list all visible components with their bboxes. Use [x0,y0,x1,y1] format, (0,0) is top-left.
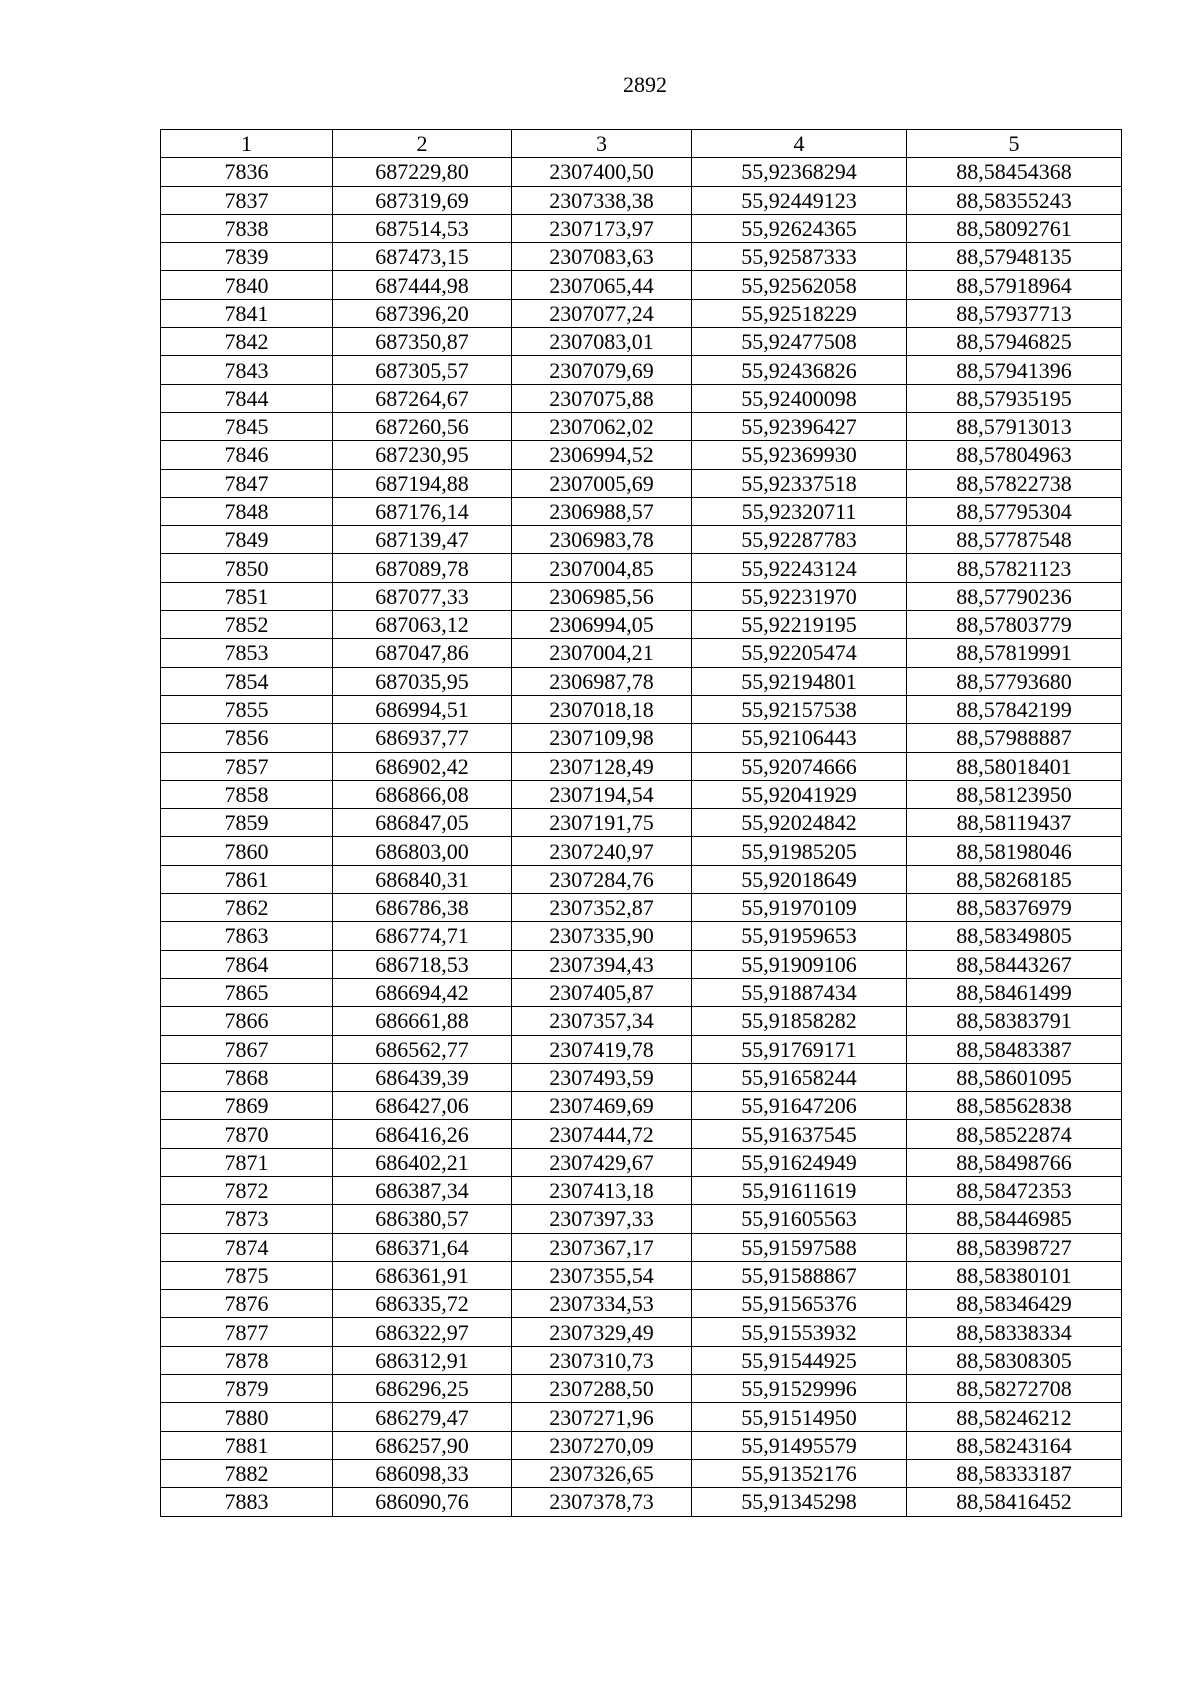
longitude-cell: 88,58483387 [907,1035,1122,1063]
table-row [161,752,1122,780]
point-number-cell: 7839 [161,243,333,271]
longitude-cell: 88,58268185 [907,865,1122,893]
latitude-cell: 55,92368294 [692,158,907,186]
table-row [161,950,1122,978]
table-row [161,271,1122,299]
x-coordinate-cell: 686257,90 [333,1431,512,1459]
x-coordinate-cell: 686774,71 [333,922,512,950]
latitude-cell: 55,92024842 [692,809,907,837]
point-number-cell: 7866 [161,1007,333,1035]
longitude-cell: 88,58376979 [907,894,1122,922]
y-coordinate-cell: 2307240,97 [512,837,692,865]
x-coordinate-cell: 686694,42 [333,978,512,1006]
table-row [161,1063,1122,1091]
x-coordinate-cell: 686937,77 [333,724,512,752]
point-number-cell: 7874 [161,1233,333,1261]
y-coordinate-cell: 2307077,24 [512,299,692,327]
point-number-cell: 7872 [161,1176,333,1204]
table-row [161,894,1122,922]
point-number-cell: 7842 [161,328,333,356]
column-header-2: 2 [333,130,512,158]
point-number-cell: 7880 [161,1403,333,1431]
x-coordinate-cell: 687229,80 [333,158,512,186]
point-number-cell: 7859 [161,809,333,837]
longitude-cell: 88,58246212 [907,1403,1122,1431]
table-row [161,384,1122,412]
table-row [161,1205,1122,1233]
latitude-cell: 55,92337518 [692,469,907,497]
x-coordinate-cell: 687350,87 [333,328,512,356]
table-row [161,695,1122,723]
x-coordinate-cell: 687514,53 [333,214,512,242]
x-coordinate-cell: 687035,95 [333,667,512,695]
point-number-cell: 7836 [161,158,333,186]
point-number-cell: 7851 [161,582,333,610]
x-coordinate-cell: 687089,78 [333,554,512,582]
point-number-cell: 7854 [161,667,333,695]
y-coordinate-cell: 2307329,49 [512,1318,692,1346]
table-row [161,299,1122,327]
point-number-cell: 7848 [161,497,333,525]
latitude-cell: 55,91658244 [692,1063,907,1091]
longitude-cell: 88,58454368 [907,158,1122,186]
x-coordinate-cell: 686661,88 [333,1007,512,1035]
latitude-cell: 55,91495579 [692,1431,907,1459]
point-number-cell: 7879 [161,1375,333,1403]
latitude-cell: 55,92400098 [692,384,907,412]
y-coordinate-cell: 2307355,54 [512,1261,692,1289]
latitude-cell: 55,91647206 [692,1092,907,1120]
latitude-cell: 55,92562058 [692,271,907,299]
column-header-1: 1 [161,130,333,158]
y-coordinate-cell: 2306994,52 [512,441,692,469]
table-row [161,865,1122,893]
point-number-cell: 7849 [161,526,333,554]
y-coordinate-cell: 2306994,05 [512,611,692,639]
x-coordinate-cell: 686296,25 [333,1375,512,1403]
x-coordinate-cell: 686371,64 [333,1233,512,1261]
x-coordinate-cell: 687139,47 [333,526,512,554]
table-row [161,1318,1122,1346]
longitude-cell: 88,58562838 [907,1092,1122,1120]
y-coordinate-cell: 2307326,65 [512,1459,692,1487]
latitude-cell: 55,91959653 [692,922,907,950]
point-number-cell: 7881 [161,1431,333,1459]
table-row [161,328,1122,356]
table-row [161,469,1122,497]
x-coordinate-cell: 687194,88 [333,469,512,497]
y-coordinate-cell: 2307271,96 [512,1403,692,1431]
x-coordinate-cell: 687063,12 [333,611,512,639]
table-row [161,1403,1122,1431]
longitude-cell: 88,57935195 [907,384,1122,412]
latitude-cell: 55,91565376 [692,1290,907,1318]
latitude-cell: 55,92436826 [692,356,907,384]
table-row [161,214,1122,242]
table-row [161,441,1122,469]
y-coordinate-cell: 2307444,72 [512,1120,692,1148]
x-coordinate-cell: 686380,57 [333,1205,512,1233]
point-number-cell: 7882 [161,1459,333,1487]
x-coordinate-cell: 687264,67 [333,384,512,412]
longitude-cell: 88,58338334 [907,1318,1122,1346]
y-coordinate-cell: 2307335,90 [512,922,692,950]
table-row [161,978,1122,1006]
point-number-cell: 7870 [161,1120,333,1148]
y-coordinate-cell: 2307413,18 [512,1176,692,1204]
point-number-cell: 7845 [161,412,333,440]
longitude-cell: 88,58461499 [907,978,1122,1006]
longitude-cell: 88,57790236 [907,582,1122,610]
table-row [161,158,1122,186]
y-coordinate-cell: 2307288,50 [512,1375,692,1403]
table-row [161,1431,1122,1459]
y-coordinate-cell: 2307400,50 [512,158,692,186]
x-coordinate-cell: 687319,69 [333,186,512,214]
latitude-cell: 55,92449123 [692,186,907,214]
longitude-cell: 88,57793680 [907,667,1122,695]
x-coordinate-cell: 686803,00 [333,837,512,865]
table-row [161,667,1122,695]
table-row [161,1375,1122,1403]
latitude-cell: 55,92587333 [692,243,907,271]
x-coordinate-cell: 686902,42 [333,752,512,780]
table-row [161,837,1122,865]
point-number-cell: 7846 [161,441,333,469]
x-coordinate-cell: 686427,06 [333,1092,512,1120]
y-coordinate-cell: 2307065,44 [512,271,692,299]
y-coordinate-cell: 2306983,78 [512,526,692,554]
x-coordinate-cell: 686279,47 [333,1403,512,1431]
longitude-cell: 88,57842199 [907,695,1122,723]
latitude-cell: 55,92477508 [692,328,907,356]
point-number-cell: 7871 [161,1148,333,1176]
longitude-cell: 88,57804963 [907,441,1122,469]
longitude-cell: 88,58446985 [907,1205,1122,1233]
longitude-cell: 88,57822738 [907,469,1122,497]
table-header [161,130,1122,158]
point-number-cell: 7856 [161,724,333,752]
column-header-3: 3 [512,130,692,158]
latitude-cell: 55,91769171 [692,1035,907,1063]
longitude-cell: 88,57948135 [907,243,1122,271]
x-coordinate-cell: 686840,31 [333,865,512,893]
y-coordinate-cell: 2307191,75 [512,809,692,837]
y-coordinate-cell: 2307357,34 [512,1007,692,1035]
longitude-cell: 88,58018401 [907,752,1122,780]
x-coordinate-cell: 686361,91 [333,1261,512,1289]
point-number-cell: 7876 [161,1290,333,1318]
latitude-cell: 55,92219195 [692,611,907,639]
latitude-cell: 55,92624365 [692,214,907,242]
y-coordinate-cell: 2307378,73 [512,1488,692,1516]
longitude-cell: 88,57918964 [907,271,1122,299]
point-number-cell: 7863 [161,922,333,950]
point-number-cell: 7865 [161,978,333,1006]
y-coordinate-cell: 2307394,43 [512,950,692,978]
latitude-cell: 55,92396427 [692,412,907,440]
point-number-cell: 7841 [161,299,333,327]
longitude-cell: 88,57937713 [907,299,1122,327]
latitude-cell: 55,91544925 [692,1346,907,1374]
y-coordinate-cell: 2307310,73 [512,1346,692,1374]
point-number-cell: 7867 [161,1035,333,1063]
latitude-cell: 55,91553932 [692,1318,907,1346]
latitude-cell: 55,91352176 [692,1459,907,1487]
y-coordinate-cell: 2307018,18 [512,695,692,723]
x-coordinate-cell: 687396,20 [333,299,512,327]
x-coordinate-cell: 687305,57 [333,356,512,384]
latitude-cell: 55,92518229 [692,299,907,327]
table-body [161,158,1122,1516]
y-coordinate-cell: 2306988,57 [512,497,692,525]
table-row [161,356,1122,384]
latitude-cell: 55,92369930 [692,441,907,469]
point-number-cell: 7857 [161,752,333,780]
latitude-cell: 55,92287783 [692,526,907,554]
table-row [161,724,1122,752]
y-coordinate-cell: 2307334,53 [512,1290,692,1318]
table-row [161,1148,1122,1176]
longitude-cell: 88,57946825 [907,328,1122,356]
latitude-cell: 55,91611619 [692,1176,907,1204]
table-row [161,1233,1122,1261]
latitude-cell: 55,92074666 [692,752,907,780]
table-row [161,526,1122,554]
table-row [161,1290,1122,1318]
x-coordinate-cell: 686335,72 [333,1290,512,1318]
longitude-cell: 88,58472353 [907,1176,1122,1204]
longitude-cell: 88,58308305 [907,1346,1122,1374]
table-row [161,186,1122,214]
longitude-cell: 88,58498766 [907,1148,1122,1176]
point-number-cell: 7878 [161,1346,333,1374]
x-coordinate-cell: 686402,21 [333,1148,512,1176]
x-coordinate-cell: 686562,77 [333,1035,512,1063]
longitude-cell: 88,58092761 [907,214,1122,242]
table-row [161,1120,1122,1148]
latitude-cell: 55,91597588 [692,1233,907,1261]
x-coordinate-cell: 686098,33 [333,1459,512,1487]
longitude-cell: 88,58522874 [907,1120,1122,1148]
point-number-cell: 7840 [161,271,333,299]
y-coordinate-cell: 2307062,02 [512,412,692,440]
y-coordinate-cell: 2307270,09 [512,1431,692,1459]
table-row [161,1035,1122,1063]
x-coordinate-cell: 687077,33 [333,582,512,610]
point-number-cell: 7850 [161,554,333,582]
point-number-cell: 7875 [161,1261,333,1289]
longitude-cell: 88,58601095 [907,1063,1122,1091]
longitude-cell: 88,57803779 [907,611,1122,639]
x-coordinate-cell: 686786,38 [333,894,512,922]
point-number-cell: 7861 [161,865,333,893]
point-number-cell: 7858 [161,780,333,808]
longitude-cell: 88,58416452 [907,1488,1122,1516]
x-coordinate-cell: 687473,15 [333,243,512,271]
latitude-cell: 55,92205474 [692,639,907,667]
column-header-5: 5 [907,130,1122,158]
y-coordinate-cell: 2307284,76 [512,865,692,893]
longitude-cell: 88,57988887 [907,724,1122,752]
point-number-cell: 7838 [161,214,333,242]
table-row [161,582,1122,610]
x-coordinate-cell: 686439,39 [333,1063,512,1091]
y-coordinate-cell: 2307194,54 [512,780,692,808]
longitude-cell: 88,58243164 [907,1431,1122,1459]
latitude-cell: 55,91624949 [692,1148,907,1176]
y-coordinate-cell: 2307469,69 [512,1092,692,1120]
longitude-cell: 88,57787548 [907,526,1122,554]
longitude-cell: 88,58355243 [907,186,1122,214]
y-coordinate-cell: 2307173,97 [512,214,692,242]
latitude-cell: 55,91588867 [692,1261,907,1289]
latitude-cell: 55,92231970 [692,582,907,610]
table-row [161,1346,1122,1374]
longitude-cell: 88,58119437 [907,809,1122,837]
x-coordinate-cell: 686866,08 [333,780,512,808]
latitude-cell: 55,91514950 [692,1403,907,1431]
point-number-cell: 7868 [161,1063,333,1091]
point-number-cell: 7873 [161,1205,333,1233]
y-coordinate-cell: 2307493,59 [512,1063,692,1091]
table-row [161,554,1122,582]
longitude-cell: 88,58349805 [907,922,1122,950]
longitude-cell: 88,57795304 [907,497,1122,525]
point-number-cell: 7847 [161,469,333,497]
table-row [161,1488,1122,1516]
y-coordinate-cell: 2307405,87 [512,978,692,1006]
longitude-cell: 88,58272708 [907,1375,1122,1403]
x-coordinate-cell: 686387,34 [333,1176,512,1204]
latitude-cell: 55,91887434 [692,978,907,1006]
point-number-cell: 7852 [161,611,333,639]
latitude-cell: 55,92320711 [692,497,907,525]
table-row [161,639,1122,667]
table-row [161,1176,1122,1204]
point-number-cell: 7877 [161,1318,333,1346]
y-coordinate-cell: 2307128,49 [512,752,692,780]
x-coordinate-cell: 687444,98 [333,271,512,299]
table-row [161,1459,1122,1487]
x-coordinate-cell: 687047,86 [333,639,512,667]
latitude-cell: 55,91345298 [692,1488,907,1516]
y-coordinate-cell: 2307419,78 [512,1035,692,1063]
table-row [161,1092,1122,1120]
table-row [161,922,1122,950]
y-coordinate-cell: 2307109,98 [512,724,692,752]
point-number-cell: 7883 [161,1488,333,1516]
point-number-cell: 7844 [161,384,333,412]
y-coordinate-cell: 2307352,87 [512,894,692,922]
longitude-cell: 88,57821123 [907,554,1122,582]
longitude-cell: 88,57913013 [907,412,1122,440]
longitude-cell: 88,58123950 [907,780,1122,808]
latitude-cell: 55,91529996 [692,1375,907,1403]
longitude-cell: 88,58380101 [907,1261,1122,1289]
table-row [161,497,1122,525]
longitude-cell: 88,58383791 [907,1007,1122,1035]
page-number: 2892 [623,72,667,97]
latitude-cell: 55,91605563 [692,1205,907,1233]
latitude-cell: 55,91970109 [692,894,907,922]
latitude-cell: 55,91637545 [692,1120,907,1148]
y-coordinate-cell: 2307429,67 [512,1148,692,1176]
y-coordinate-cell: 2306985,56 [512,582,692,610]
table-row [161,1261,1122,1289]
latitude-cell: 55,91985205 [692,837,907,865]
latitude-cell: 55,91858282 [692,1007,907,1035]
x-coordinate-cell: 686994,51 [333,695,512,723]
longitude-cell: 88,58443267 [907,950,1122,978]
table-row [161,611,1122,639]
longitude-cell: 88,57819991 [907,639,1122,667]
table-row [161,1007,1122,1035]
point-number-cell: 7869 [161,1092,333,1120]
header-row [161,130,1122,158]
latitude-cell: 55,92157538 [692,695,907,723]
point-number-cell: 7860 [161,837,333,865]
x-coordinate-cell: 687230,95 [333,441,512,469]
point-number-cell: 7855 [161,695,333,723]
x-coordinate-cell: 687176,14 [333,497,512,525]
point-number-cell: 7837 [161,186,333,214]
table-row [161,809,1122,837]
y-coordinate-cell: 2307075,88 [512,384,692,412]
x-coordinate-cell: 686322,97 [333,1318,512,1346]
x-coordinate-cell: 686416,26 [333,1120,512,1148]
longitude-cell: 88,58333187 [907,1459,1122,1487]
table-row [161,780,1122,808]
x-coordinate-cell: 686312,91 [333,1346,512,1374]
latitude-cell: 55,92041929 [692,780,907,808]
latitude-cell: 55,92243124 [692,554,907,582]
y-coordinate-cell: 2307004,85 [512,554,692,582]
table-row [161,412,1122,440]
y-coordinate-cell: 2307338,38 [512,186,692,214]
latitude-cell: 55,92018649 [692,865,907,893]
latitude-cell: 55,92194801 [692,667,907,695]
y-coordinate-cell: 2307397,33 [512,1205,692,1233]
latitude-cell: 55,92106443 [692,724,907,752]
x-coordinate-cell: 686847,05 [333,809,512,837]
x-coordinate-cell: 686090,76 [333,1488,512,1516]
y-coordinate-cell: 2307083,01 [512,328,692,356]
x-coordinate-cell: 686718,53 [333,950,512,978]
y-coordinate-cell: 2307079,69 [512,356,692,384]
point-number-cell: 7862 [161,894,333,922]
y-coordinate-cell: 2307005,69 [512,469,692,497]
y-coordinate-cell: 2307083,63 [512,243,692,271]
longitude-cell: 88,58198046 [907,837,1122,865]
coordinates-table [160,129,1122,1517]
longitude-cell: 88,57941396 [907,356,1122,384]
y-coordinate-cell: 2306987,78 [512,667,692,695]
column-header-4: 4 [692,130,907,158]
x-coordinate-cell: 687260,56 [333,412,512,440]
point-number-cell: 7843 [161,356,333,384]
latitude-cell: 55,91909106 [692,950,907,978]
table-row [161,243,1122,271]
longitude-cell: 88,58346429 [907,1290,1122,1318]
point-number-cell: 7853 [161,639,333,667]
y-coordinate-cell: 2307004,21 [512,639,692,667]
y-coordinate-cell: 2307367,17 [512,1233,692,1261]
longitude-cell: 88,58398727 [907,1233,1122,1261]
point-number-cell: 7864 [161,950,333,978]
